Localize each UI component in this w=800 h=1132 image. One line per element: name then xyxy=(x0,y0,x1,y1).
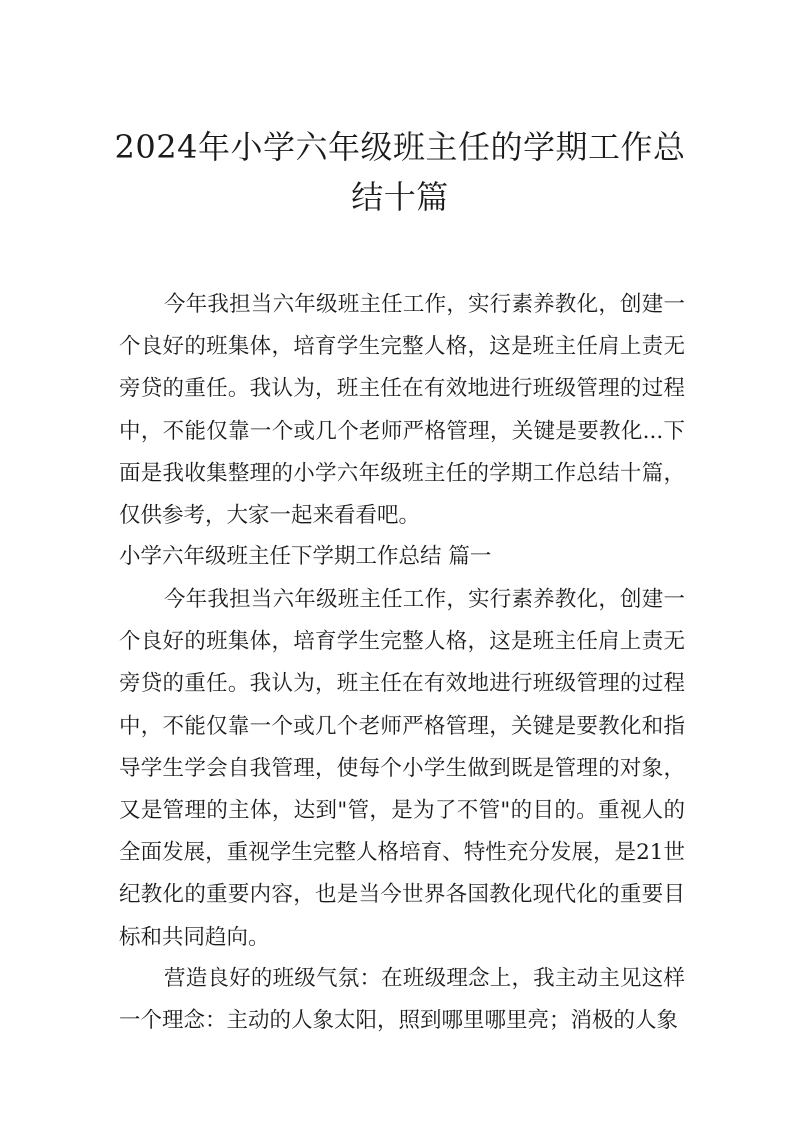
body-paragraph-1: 今年我担当六年级班主任工作，实行素养教化，创建一个良好的班集体，培育学生完整人格，这是班主任肩上责无旁贷的重任。我认为，班主任在有效地进行班级管理的过程中，不能仅靠一个或几个老师严格管理，关键是要教化和指导学生学会自我管理，使每个小学生做到既是管理的对象，又是管理的主体，达到"管，是为了不管"的目的。重视人的全面发展，重视学生完整人格培育、特性充分发展，是21世纪教化的重要内容，也是当今世界各国教化现代化的重要目标和共同趋向。 xyxy=(119,587,685,950)
intro-paragraph: 今年我担当六年级班主任工作，实行素养教化，创建一个良好的班集体，培育学生完整人格，这是班主任肩上责无旁贷的重任。我认为，班主任在有效地进行班级管理的过程中，不能仅靠一个或几个老师严格管理，关键是要教化...下面是我收集整理的小学六年级班主任的学期工作总结十篇，仅供参考，大家一起来看看吧。 xyxy=(119,292,685,529)
body-paragraph-2: 营造良好的班级气氛：在班级理念上，我主动主见这样一个理念：主动的人象太阳，照到哪里哪里亮；消极的人象 xyxy=(119,966,685,1034)
document-title: 2024年小学六年级班主任的学期工作总结十篇 xyxy=(114,128,686,216)
section-heading: 小学六年级班主任下学期工作总结 篇一 xyxy=(119,544,492,569)
